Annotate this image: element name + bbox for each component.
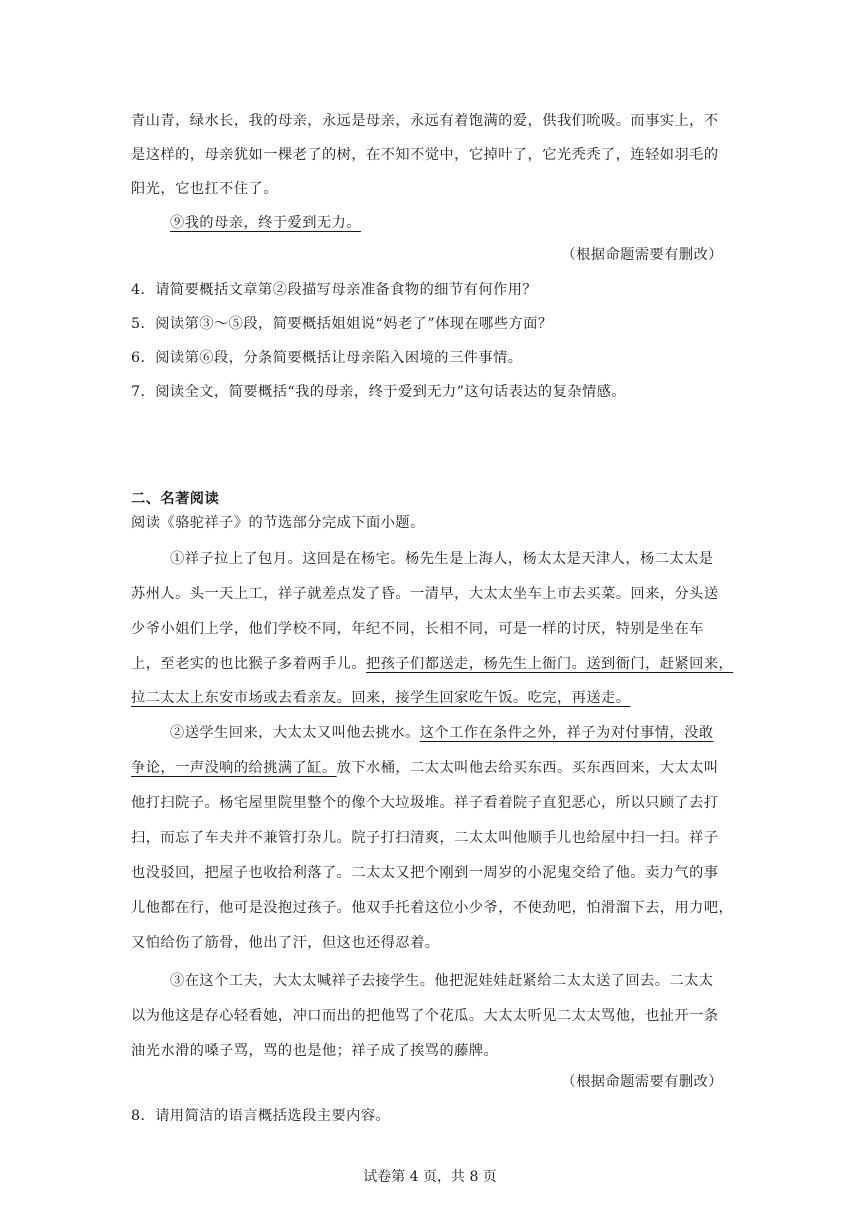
plain-text: 上，至老实的也比猴子多着两手儿。	[131, 656, 367, 672]
passage-line: 以为他这是存心轻看她，冲口而出的把他骂了个花瓜。大太太听见二太太骂他，也扯开一条	[131, 1008, 719, 1024]
section-intro: 阅读《骆驼祥子》的节选部分完成下面小题。	[131, 515, 425, 531]
passage-line: 儿他都在行，他可是没抱过孩子。他双手托着这位小少爷，不使劲吧，怕滑溜下去，用力吧，	[131, 900, 734, 916]
section-heading: 二、名著阅读	[131, 491, 220, 507]
passage-line	[131, 654, 733, 674]
passage-line	[170, 723, 713, 743]
paragraph-9: ⑨我的母亲，终于爱到无力。	[170, 215, 361, 231]
underlined-text: 这个工作在条件之外，祥子为对付事情，没敢	[419, 725, 714, 741]
source-note: （根据命题需要有删改）	[561, 247, 723, 263]
passage-line: 阳光，它也扛不住了。	[131, 181, 278, 197]
underlined-text: 把孩子们都送走，杨先生上衙门。送到衙门，赶紧回来，	[366, 656, 734, 672]
passage-line: 扫，而忘了车夫并不兼管打杂儿。院子打扫清爽，二太太叫他顺手儿也给屋中扫一扫。祥子	[131, 830, 719, 846]
passage-line	[131, 758, 719, 778]
passage-line: 又怕给伤了筋骨，他出了汗，但这也还得忍着。	[131, 935, 440, 951]
passage-line: ①祥子拉上了包月。这回是在杨宅。杨先生是上海人，杨太太是天津人，杨二太太是	[170, 551, 714, 567]
question-5: 5．阅读第③～⑤段，简要概括姐姐说“妈老了”体现在哪些方面？	[131, 316, 553, 332]
passage-line: 油光水滑的嗓子骂，骂的也是他；祥子成了挨骂的藤牌。	[131, 1043, 499, 1059]
question-8: 8．请用简洁的语言概括选段主要内容。	[131, 1108, 391, 1124]
passage-line: 苏州人。头一天上工，祥子就差点发了昏。一清早，大太太坐车上市去买菜。回来，分头送	[131, 586, 719, 602]
passage-line: 也没驳回，把屋子也收拾利落了。二太太又把个刚到一周岁的小泥鬼交给了他。卖力气的事	[131, 865, 719, 881]
plain-text: ②送学生回来，大太太又叫他去挑水。	[170, 725, 420, 741]
plain-text: 放下水桶，二太太叫他去给买东西。买东西回来，大太太叫	[336, 760, 719, 776]
passage-line: 他打扫院子。杨宅屋里院里整个的像个大垃圾堆。祥子看着院子直犯恶心，所以只顾了去打	[131, 795, 719, 811]
page-footer: 试卷第 4 页，共 8 页	[363, 1169, 497, 1185]
source-note: （根据命题需要有删改）	[561, 1074, 723, 1090]
question-7: 7．阅读全文，简要概括“我的母亲，终于爱到无力”这句话表达的复杂情感。	[131, 384, 627, 400]
question-6: 6．阅读第⑥段，分条简要概括让母亲陷入困境的三件事情。	[131, 350, 523, 366]
question-4: 4．请简要概括文章第②段描写母亲准备食物的细节有何作用？	[131, 282, 538, 298]
passage-line: 是这样的，母亲犹如一棵老了的树，在不知不觉中，它掉叶了，它光秃秃了，连轻如羽毛的	[131, 147, 719, 163]
passage-line: 青山青，绿水长，我的母亲，永远是母亲，永远有着饱满的爱，供我们吮吸。而事实上，不	[131, 113, 719, 129]
passage-line: ③在这个工夫，大太太喊祥子去接学生。他把泥娃娃赶紧给二太太送了回去。二太太	[170, 973, 714, 989]
underlined-text: 拉二太太上东安市场或去看亲友。回来，接学生回家吃午饭。吃完，再送走。	[131, 690, 631, 706]
underlined-text: 争论，一声没响的给挑满了缸。	[131, 760, 337, 776]
passage-line: 少爷小姐们上学，他们学校不同，年纪不同，长相不同，可是一样的讨厌，特别是坐在车	[131, 621, 704, 637]
